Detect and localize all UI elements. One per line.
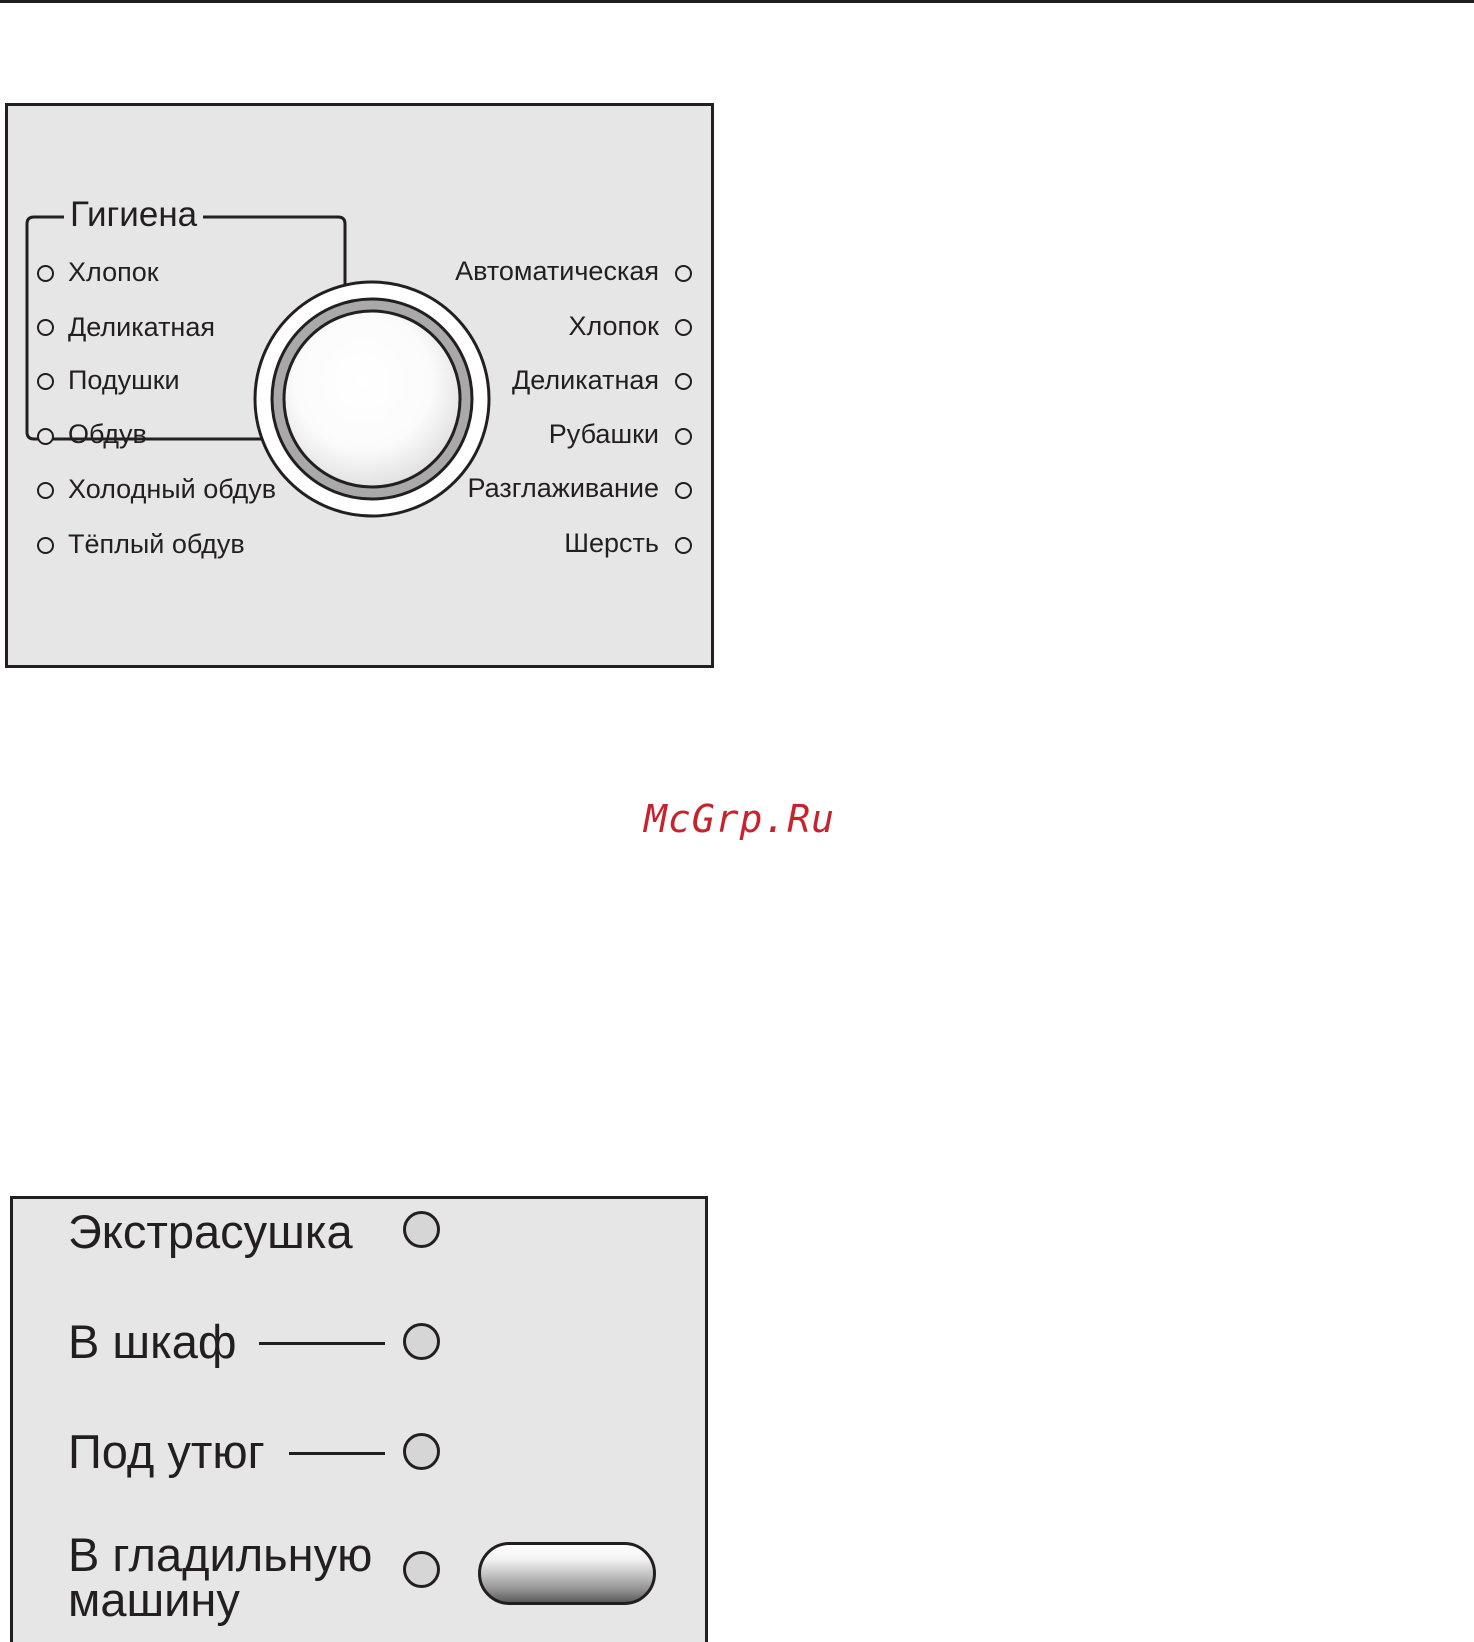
option-connector-iron xyxy=(289,1452,385,1455)
option-label-ironer-line2: машину xyxy=(68,1573,240,1626)
program-indicator-left-2 xyxy=(37,319,54,336)
option-label-iron: Под утюг xyxy=(68,1425,265,1478)
program-label-left-6: Тёплый обдув xyxy=(68,529,245,559)
program-label-right-5: Разглаживание xyxy=(467,473,659,503)
program-indicator-right-4 xyxy=(675,428,692,445)
program-indicator-left-5 xyxy=(37,482,54,499)
program-indicator-right-5 xyxy=(675,482,692,499)
program-indicator-left-1 xyxy=(37,265,54,282)
program-label-right-1: Автоматическая xyxy=(455,256,659,286)
program-label-left-4: Обдув xyxy=(68,419,147,449)
page-top-rule xyxy=(0,0,1474,3)
program-label-right-6: Шерсть xyxy=(564,528,659,558)
program-indicator-left-4 xyxy=(37,428,54,445)
program-label-left-2: Деликатная xyxy=(68,312,215,342)
program-label-left-3: Подушки xyxy=(68,365,180,395)
option-label-ironer-line1: В гладильную xyxy=(68,1528,373,1581)
program-label-left-1: Хлопок xyxy=(68,257,159,287)
watermark-text: McGrp.Ru xyxy=(644,797,836,841)
option-label-cupboard: В шкаф xyxy=(68,1315,237,1368)
option-indicator-iron xyxy=(403,1433,440,1470)
hygiene-group-title: Гигиена xyxy=(64,195,203,235)
program-indicator-right-1 xyxy=(675,265,692,282)
program-indicator-right-6 xyxy=(675,537,692,554)
program-label-right-4: Рубашки xyxy=(548,419,659,449)
option-connector-cupboard xyxy=(259,1342,385,1345)
program-indicator-right-2 xyxy=(675,319,692,336)
program-indicator-left-3 xyxy=(37,373,54,390)
dial-knob[interactable] xyxy=(284,311,460,487)
option-indicator-ironer xyxy=(403,1551,440,1588)
program-label-right-3: Деликатная xyxy=(512,365,659,395)
option-select-button[interactable] xyxy=(478,1542,656,1605)
option-indicator-extra-dry xyxy=(403,1211,440,1248)
option-indicator-cupboard xyxy=(403,1323,440,1360)
option-label-extra-dry: Экстрасушка xyxy=(68,1205,353,1258)
program-indicator-right-3 xyxy=(675,373,692,390)
program-label-right-2: Хлопок xyxy=(568,311,659,341)
program-indicator-left-6 xyxy=(37,537,54,554)
program-label-left-5: Холодный обдув xyxy=(68,474,277,504)
program-selector-panel xyxy=(5,103,714,668)
drying-options-panel xyxy=(10,1196,708,1642)
